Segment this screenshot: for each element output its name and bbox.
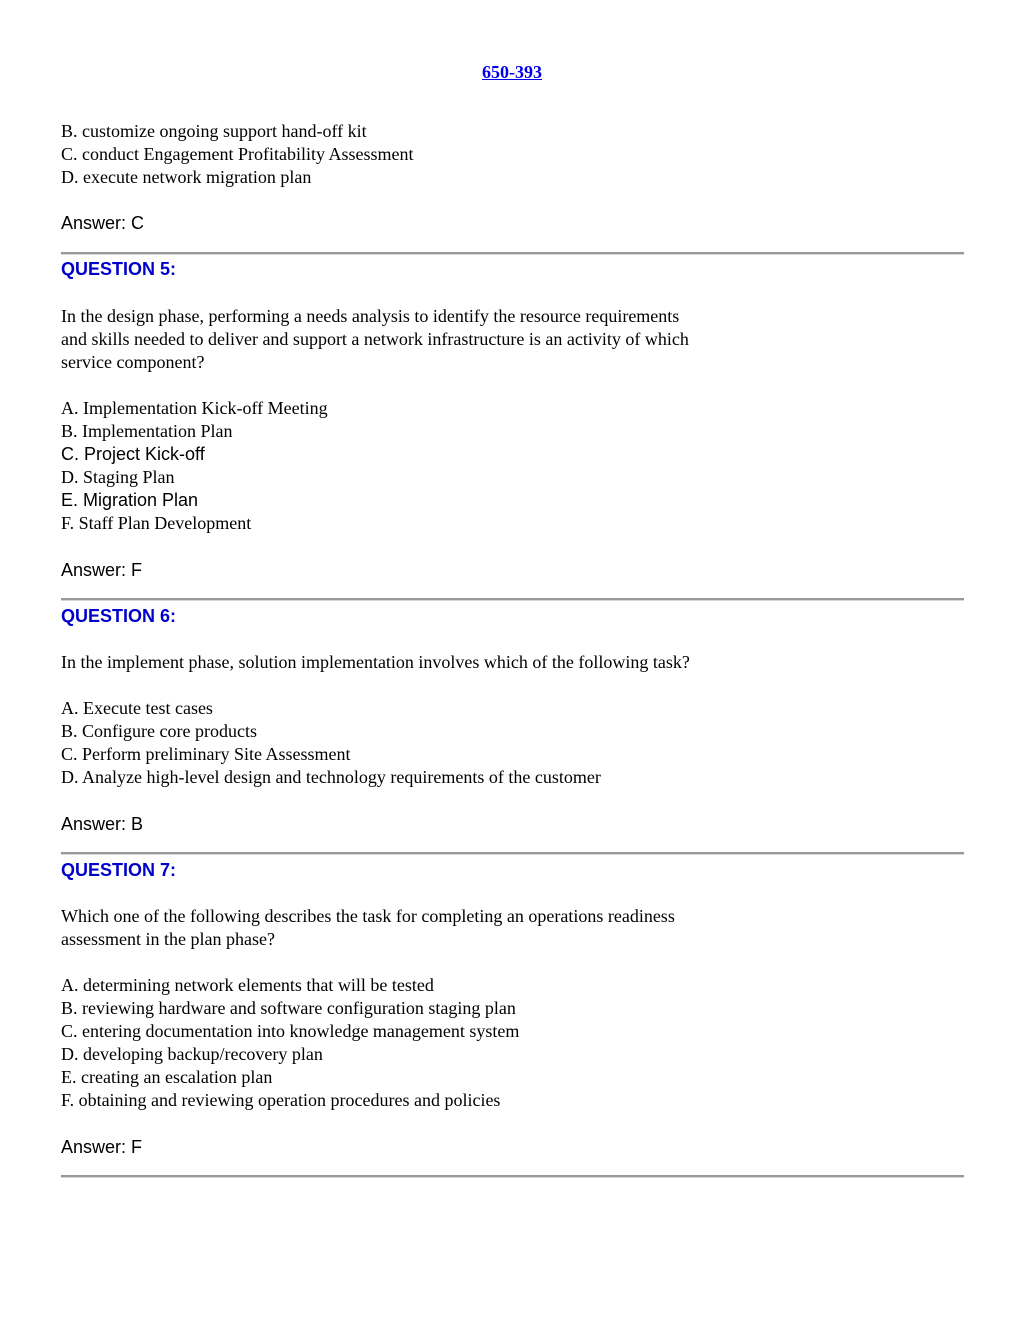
q6-stem-line: In the implement phase, solution implementation involves which of the following task? [61,652,690,672]
q4-options [61,120,413,189]
q6-stem [61,651,690,674]
q5-stem-line: In the design phase, performing a needs analysis to identify the resource requirements [61,306,680,326]
q6-options [61,697,601,789]
exam-code-link[interactable]: 650-393 [482,62,542,82]
q5-option-c: C. Project Kick-off [61,444,205,464]
q6-option-a: A. Execute test cases [61,698,213,718]
q6-option-b: B. Configure core products [61,721,257,741]
q5-heading: QUESTION 5: [61,259,177,279]
q4-option-b: B. customize ongoing support hand-off kit [61,121,367,141]
divider [61,598,964,601]
q7-option-f: F. obtaining and reviewing operation procedures and policies [61,1090,501,1110]
q6-option-d: D. Analyze high-level design and technology requirements of the customer [61,767,601,787]
q4-option-c: C. conduct Engagement Profitability Assessment [61,144,414,164]
q7-answer: Answer: F [61,1137,143,1157]
q5-stem-line: and skills needed to deliver and support a network infrastructure is an activity of which [61,329,689,349]
q7-option-a: A. determining network elements that will be tested [61,975,434,995]
q5-stem [61,305,689,374]
divider [61,1175,964,1178]
q7-stem [61,905,675,951]
q7-option-d: D. developing backup/recovery plan [61,1044,323,1064]
divider [61,252,964,255]
q4-option-d: D. execute network migration plan [61,167,312,187]
q7-options [61,974,519,1112]
q7-option-e: E. creating an escalation plan [61,1067,273,1087]
q7-option-c: C. entering documentation into knowledge management system [61,1021,520,1041]
q5-option-a: A. Implementation Kick-off Meeting [61,398,328,418]
q6-option-c: C. Perform preliminary Site Assessment [61,744,351,764]
q5-stem-line: service component? [61,352,205,372]
q5-option-e: E. Migration Plan [61,490,199,510]
divider [61,852,964,855]
q7-stem-line: assessment in the plan phase? [61,929,275,949]
q6-answer: Answer: B [61,814,144,834]
q5-option-f: F. Staff Plan Development [61,513,252,533]
q7-stem-line: Which one of the following describes the task for completing an operations readiness [61,906,675,926]
q7-option-b: B. reviewing hardware and software configuration staging plan [61,998,516,1018]
q5-option-d: D. Staging Plan [61,467,175,487]
q7-heading: QUESTION 7: [61,860,177,880]
q5-answer: Answer: F [61,560,143,580]
q5-option-b: B. Implementation Plan [61,421,233,441]
q6-heading: QUESTION 6: [61,606,177,626]
q5-options [61,397,328,535]
q4-answer: Answer: C [61,213,145,233]
